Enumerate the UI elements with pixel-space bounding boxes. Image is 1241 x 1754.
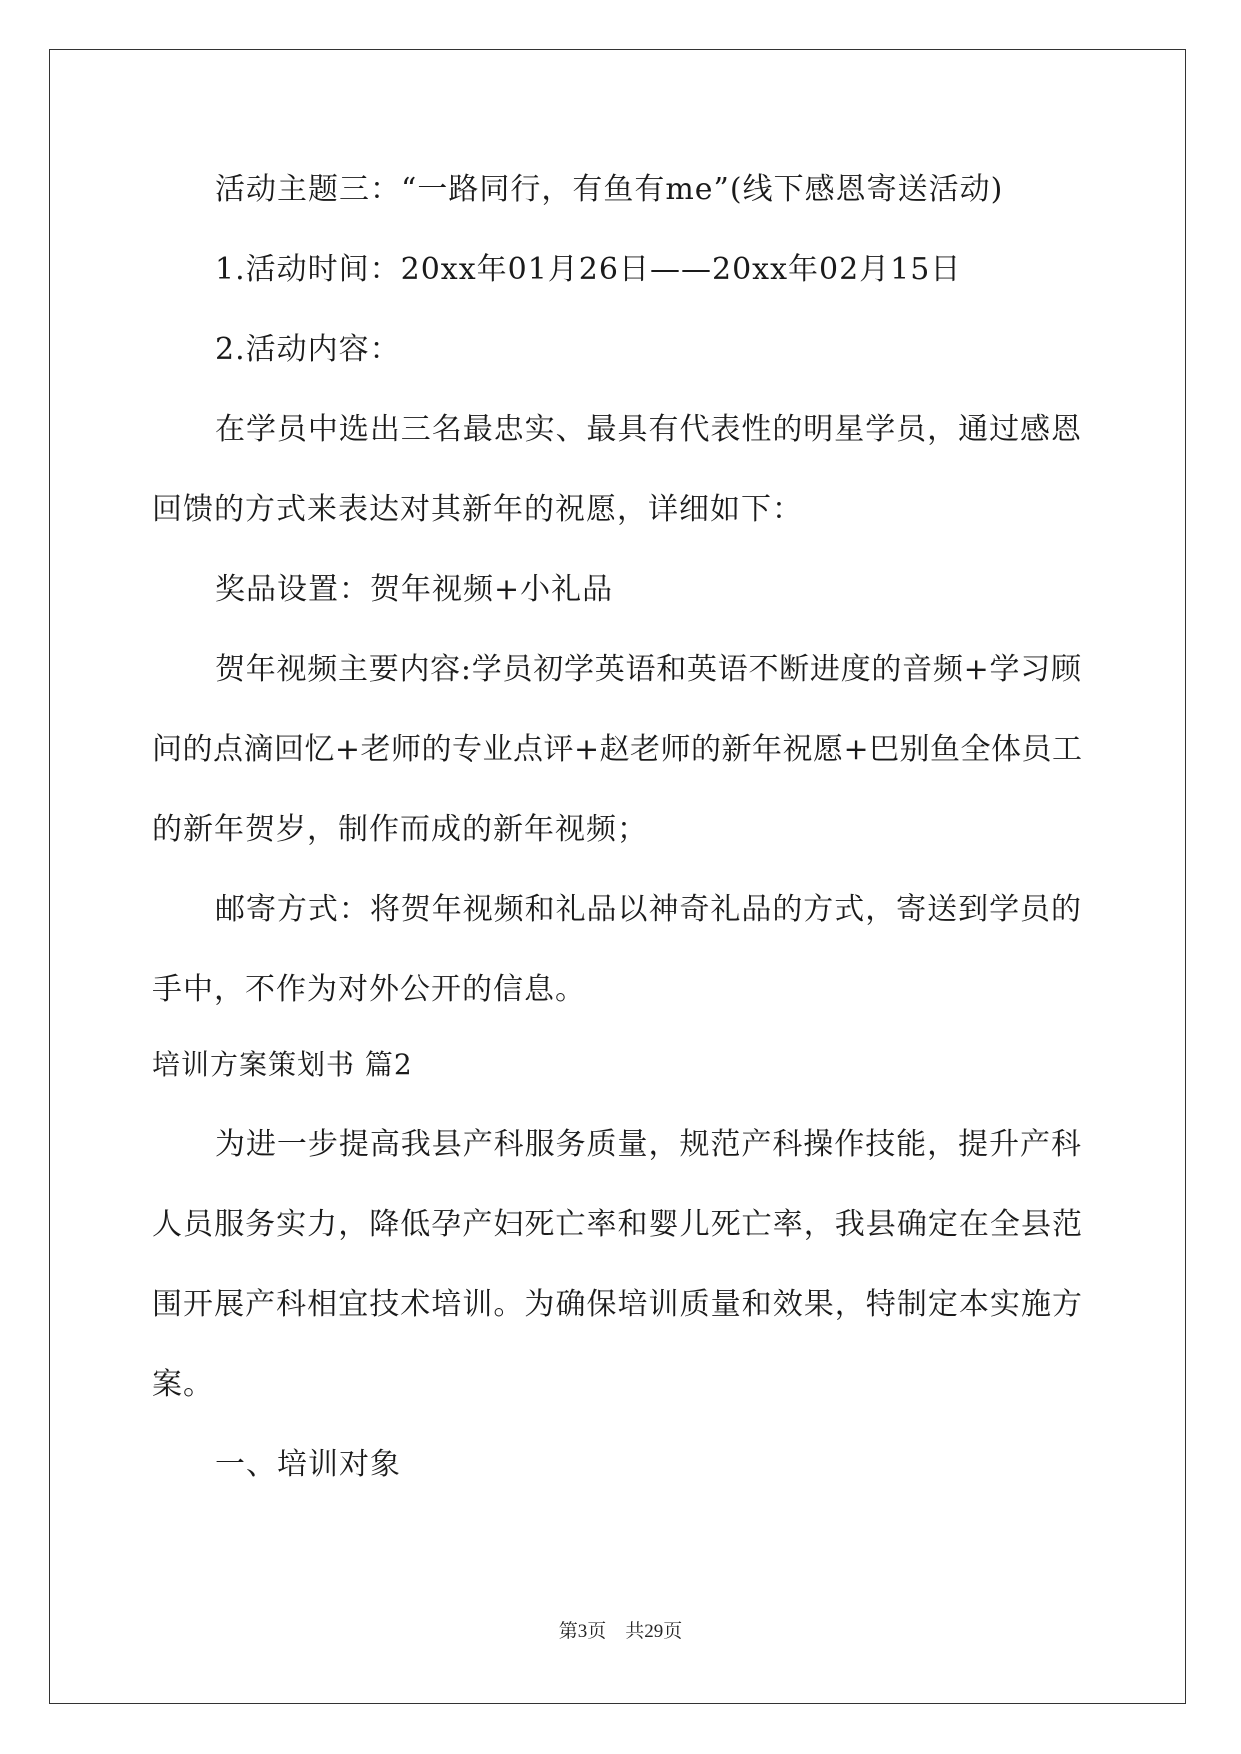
- activity-time: 1.活动时间：20xx年01月26日——20xx年02月15日: [215, 252, 962, 287]
- paragraph-line: 问的点滴回忆+老师的专业点评+赵老师的新年祝愿+巴别鱼全体员工: [152, 732, 1082, 767]
- paragraph-line: 邮寄方式：将贺年视频和礼品以神奇礼品的方式，寄送到学员的: [215, 892, 1081, 927]
- section-title: 培训方案策划书 篇2: [152, 1048, 413, 1081]
- page-number: 第3页 共29页: [558, 1621, 683, 1642]
- paragraph-line: 人员服务实力，降低孕产妇死亡率和婴儿死亡率，我县确定在全县范: [152, 1207, 1082, 1242]
- paragraph-line: 案。: [152, 1367, 214, 1402]
- paragraph-line: 手中，不作为对外公开的信息。: [152, 972, 586, 1007]
- prize-setting: 奖品设置：贺年视频+小礼品: [215, 572, 614, 607]
- paragraph-line: 为进一步提高我县产科服务质量，规范产科操作技能，提升产科: [215, 1127, 1081, 1162]
- paragraph-line: 贺年视频主要内容:学员初学英语和英语不断进度的音频+学习顾: [215, 652, 1081, 687]
- paragraph-line: 围开展产科相宜技术培训。为确保培训质量和效果，特制定本实施方: [152, 1287, 1082, 1322]
- training-target-heading: 一、培训对象: [215, 1447, 401, 1482]
- paragraph-line: 在学员中选出三名最忠实、最具有代表性的明星学员，通过感恩: [215, 412, 1081, 447]
- activity-theme-three: 活动主题三：“一路同行，有鱼有me”(线下感恩寄送活动): [215, 172, 1004, 207]
- activity-content-heading: 2.活动内容：: [215, 332, 401, 367]
- paragraph-line: 回馈的方式来表达对其新年的祝愿，详细如下：: [152, 492, 803, 527]
- paragraph-line: 的新年贺岁，制作而成的新年视频；: [152, 812, 648, 847]
